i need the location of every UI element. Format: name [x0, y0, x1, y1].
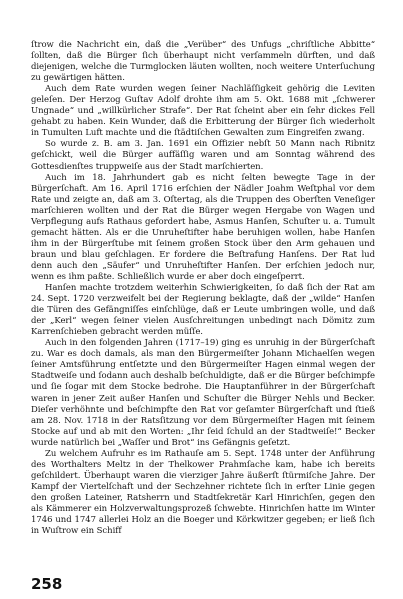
paragraph: Auch dem Rate wurden wegen ſeiner Nachläſſigkeit gehörig die Leviten geleſen. Der Herzog Guſtav Adolf drohte ihm am 5. Okt. 1688 mit „ſchwerer Ungnade“ und „willkürlicher Strafe“. Der Rat ſcheint aber ein ſehr dickes Fell gehabt zu haben. Kein Wunder, daß die Erbitterung der Bürger ſich wiederholt in Tumulten Luft machte und die ſtädtiſchen Gewalten zum Eingreifen zwang. — [31, 84, 375, 139]
paragraph: ſtrow die Nachricht ein, daß die „Verüber“ des Unfugs „chriſtliche Abbitte“ ſollten, daß die Bürger ſich überhaupt nicht verſammeln dürften, und daß diejenigen, welche die Turmglocken läuten wollten, noch weitere Unterſuchung zu gewärtigen hätten. — [31, 40, 375, 84]
paragraph: So wurde z. B. am 3. Jan. 1691 ein Offizier nebſt 50 Mann nach Ribnitz geſchickt, weil die Bürger auffäſſig waren und am Sonntag während des Gottesdienſtes truppweiſe aus der Stadt marſchierten. — [31, 139, 375, 172]
paragraph: Hanſen machte trotzdem weiterhin Schwierigkeiten, ſo daß ſich der Rat am 24. Sept. 1720 verzweifelt bei der Regierung beklagte, daß der „wilde“ Hanſen die Türen des Gefängniſſes einſchlüge, daß er Leute umbringen wolle, und daß der „Kerl“ wegen ſeiner vielen Ausſchreitungen unbedingt nach Dömitz zum Karrenſchieben gebracht werden müſſe. — [31, 283, 375, 338]
paragraph: Auch im 18. Jahrhundert gab es nicht ſelten bewegte Tage in der Bürgerſchaft. Am 16. April 1716 erſchien der Nädler Joahm Weſtphal vor dem Rate und zeigte an, daß am 3. Oſtertag, als die Truppen des Oberſten Veneſiger marſchieren wollten und der Rat die Bürger wegen Hergabe von Wagen und Verpflegung aufs Rathaus gefordert habe, Asmus Hanſen, Schuſter u. a. Tumult gemacht hätten. Als er die Unruheſtifter habe beruhigen wollen, habe Hanſen ihm in der Bürgerſtube mit ſeinem großen Stock über den Arm gehauen und braun und blau geſchlagen. Er fordere die Beſtrafung Hanſens. Der Rat lud denn auch den „Säufer“ und Unruheſtifter Hanſen. Der erſchien jedoch nur, wenn es ihm paßte. Schließlich wurde er aber doch eingeſperrt. — [31, 172, 375, 282]
page-number: 258 — [31, 575, 63, 593]
paragraph: Auch in den folgenden Jahren (1717–19) ging es unruhig in der Bürgerſchaft zu. War es doch damals, als man den Bürgermeiſter Johann Michaelſen wegen ſeiner Amtsführung entſetzte und den Bürgermeiſter Hagen einmal wegen der Stadtweiſe und ſodann auch deshalb beſchuldigte, daß er die Bürger beſchimpfe und ſie ſogar mit dem Stocke bedrohe. Die Hauptanführer in der Bürgerſchaft waren in jener Zeit außer Hanſen und Schuſter die Bürger Nehls und Becker. Dieſer verhöhnte und beſchimpfte den Rat vor geſamter Bürgerſchaft und ſtieß am 28. Nov. 1718 in der Ratsſitzung vor dem Bürgermeiſter Hagen mit ſeinem Stocke auf und ab mit den Worten: „Ihr ſeid ſchuld an der Stadtweiſe!“ Becker wurde natürlich bei „Waſſer und Brot“ ins Gefängnis geſetzt. — [31, 338, 375, 448]
paragraph: Zu welchem Aufruhr es im Rathauſe am 5. Sept. 1748 unter der Anführung des Worthalters Meltz in der Thelkower Prahmſache kam, habe ich bereits geſchildert. Überhaupt waren die vierziger Jahre äußerſt ſtürmiſche Jahre. Der Kampf der Viertelſchaft und der Sechzehner richtete ſich in erſter Linie gegen den großen Lateiner, Ratsherrn und Stadtſekretär Karl Hinrichſen, gegen den als Kämmerer ein Holzverwaltungsprozeß ſchwebte. Hinrichſen hatte im Winter 1746 und 1747 allerlei Holz an die Boeger und Körkwitzer gegeben; er ließ ſich in Wuſtrow ein Schiff — [31, 448, 375, 537]
body-text — [31, 40, 375, 537]
